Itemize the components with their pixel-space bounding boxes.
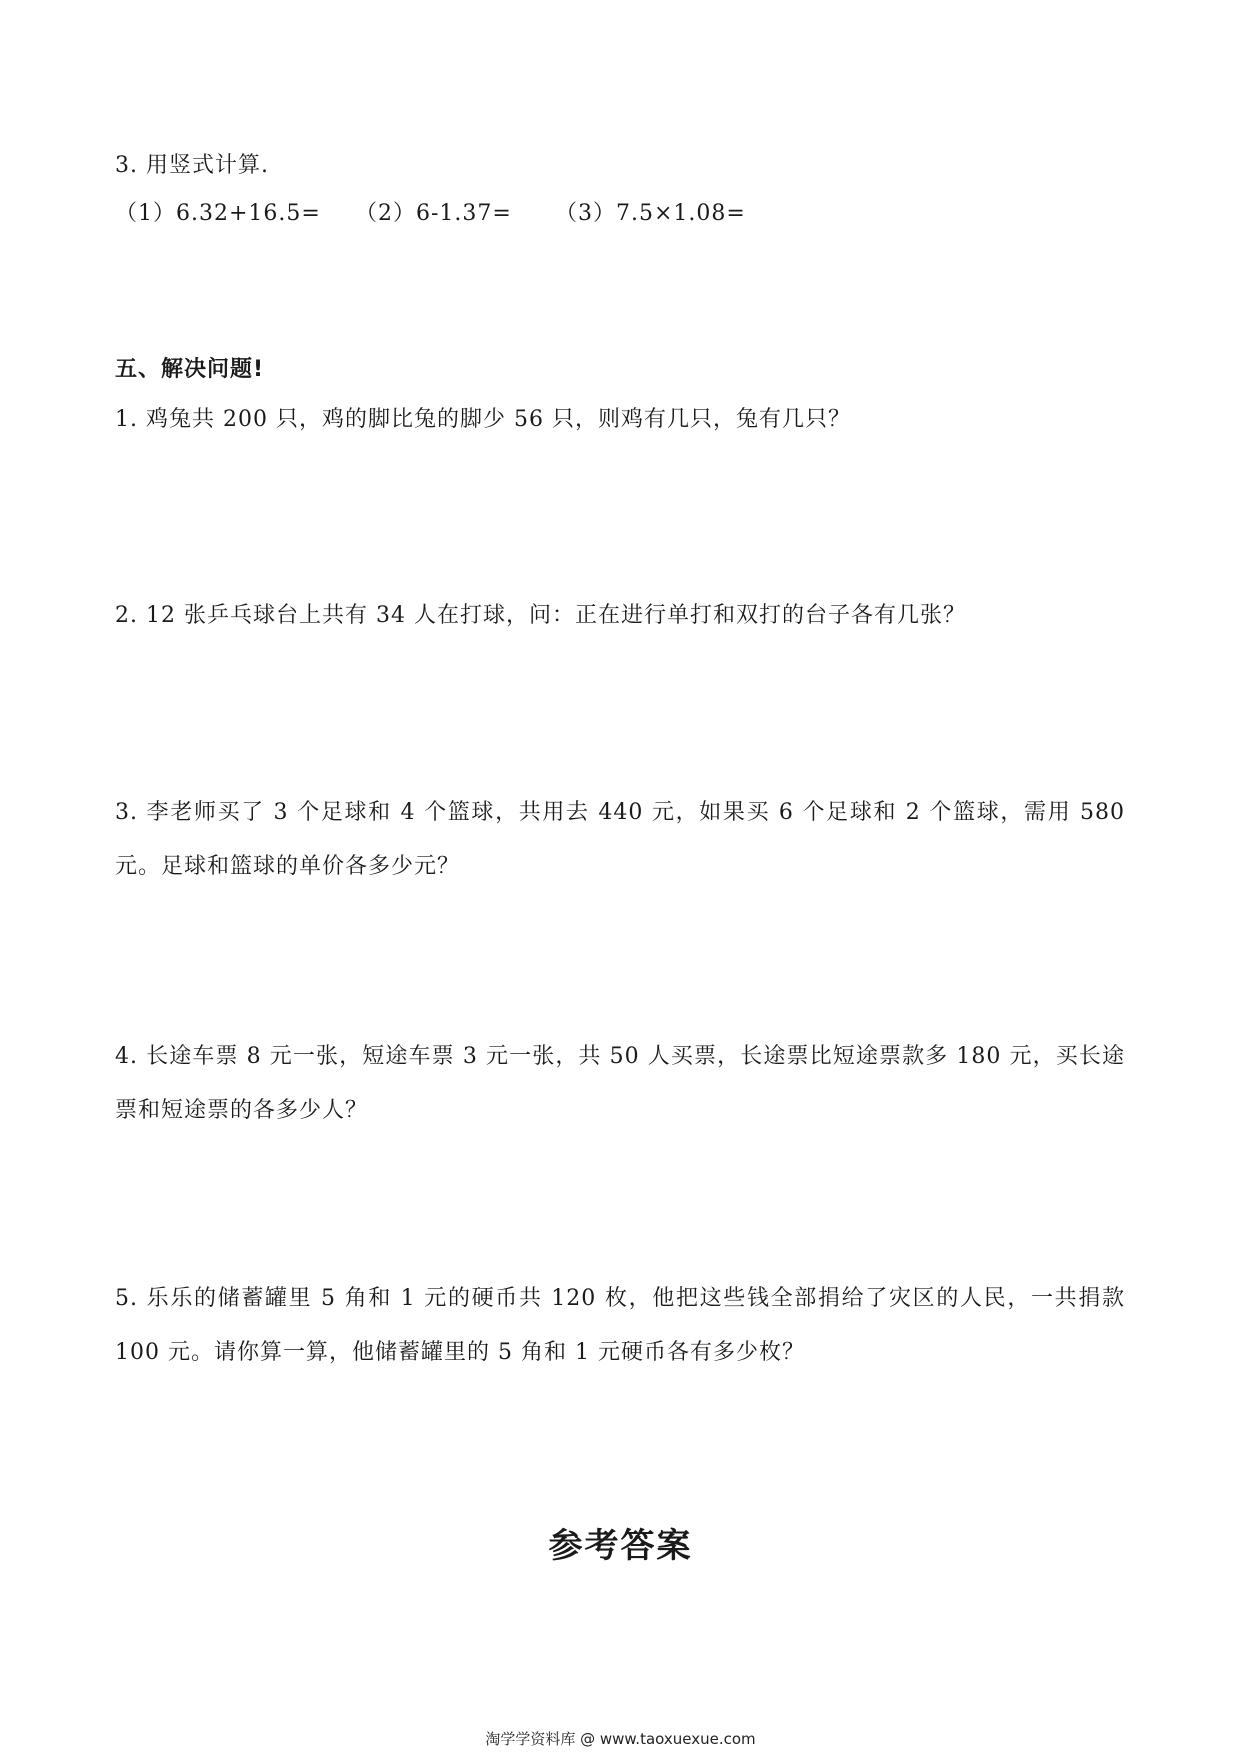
calc-section-heading: 3. 用竖式计算. [115, 153, 269, 178]
calc-item-1: （1）6.32+16.5= [115, 201, 321, 226]
calc-item-3: （3）7.5×1.08= [555, 201, 746, 226]
problem-2: 2. 12 张乒乓球台上共有 34 人在打球，问：正在进行单打和双打的台子各有几张？ [115, 603, 966, 628]
problem-5: 5. 乐乐的储蓄罐里 5 角和 1 元的硬币共 120 枚，他把这些钱全部捐给了灾区的人民，一共捐款 100 元。请你算一算，他储蓄罐里的 5 角和 1 元硬币各有多少枚？ [115, 1286, 1125, 1365]
footer-watermark: 淘学学资料库 @ www.taoxuexue.com [485, 1730, 756, 1748]
section-five-heading: 五、解决问题! [115, 357, 265, 382]
calc-item-2: （2）6-1.37= [355, 201, 512, 226]
answer-title: 参考答案 [548, 1526, 693, 1566]
problem-3: 3. 李老师买了 3 个足球和 4 个篮球，共用去 440 元，如果买 6 个足球和 2 个篮球，需用 580 元。足球和篮球的单价各多少元？ [115, 800, 1125, 879]
problem-1: 1. 鸡兔共 200 只，鸡的脚比兔的脚少 56 只，则鸡有几只，兔有几只？ [115, 407, 851, 432]
problem-4: 4. 长途车票 8 元一张，短途车票 3 元一张，共 50 人买票，长途票比短途票款多 180 元，买长途票和短途票的各多少人？ [115, 1044, 1125, 1123]
